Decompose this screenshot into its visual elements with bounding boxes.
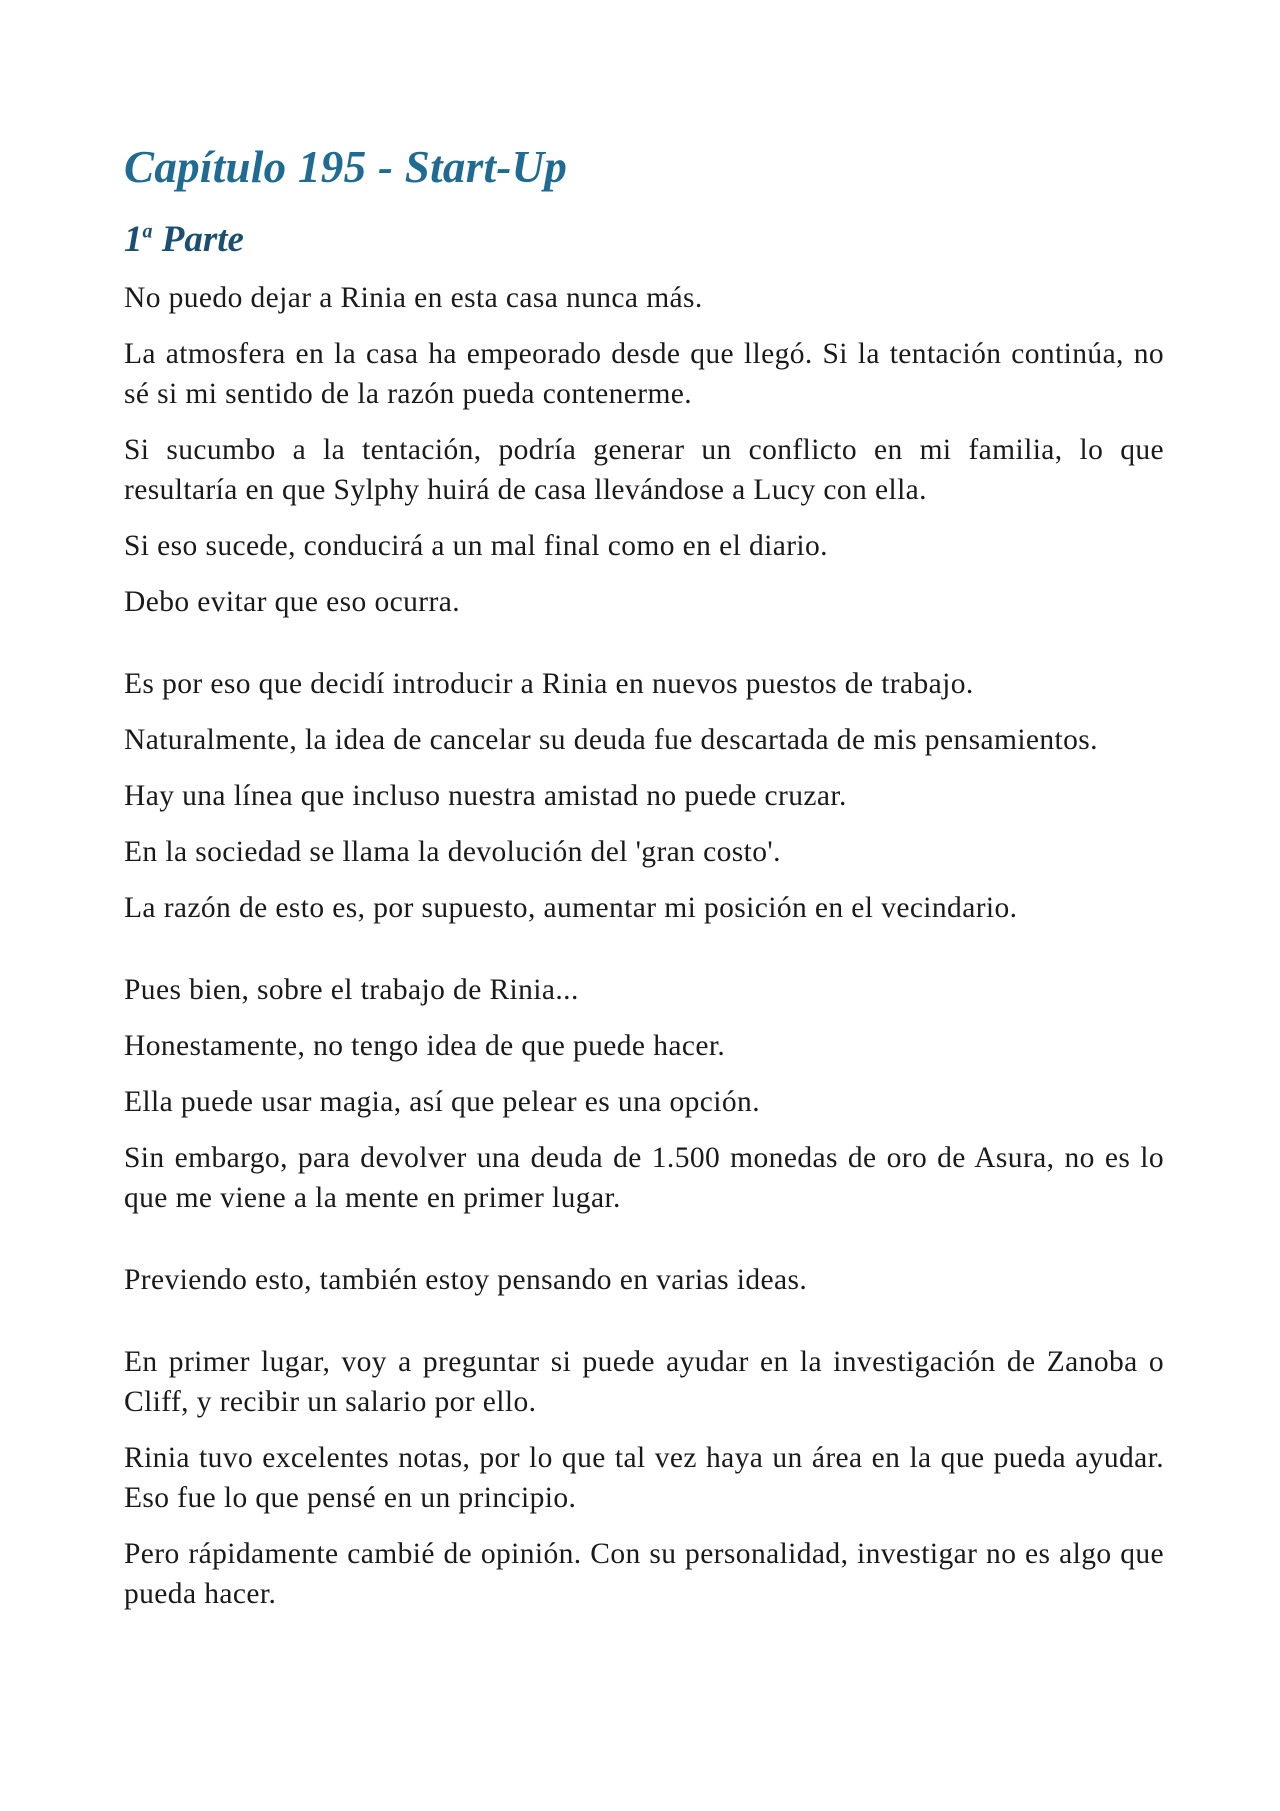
section-title (124, 218, 1164, 262)
paragraph: Si sucumbo a la tentación, podría generar un conflicto en mi familia, lo que resultaría en que Sylphy huirá de casa llevándose a Lucy con ella. (124, 434, 1164, 507)
paragraph: No puedo dejar a Rinia en esta casa nunca más. (124, 282, 703, 315)
paragraph: Debo evitar que eso ocurra. (124, 586, 460, 619)
paragraph: Ella puede usar magia, así que pelear es una opción. (124, 1086, 760, 1119)
paragraph: Pero rápidamente cambié de opinión. Con su personalidad, investigar no es algo que pueda hacer. (124, 1538, 1164, 1611)
section-word: Parte (161, 219, 244, 260)
paragraph: La atmosfera en la casa ha empeorado desde que llegó. Si la tentación continúa, no sé si mi sentido de la razón pueda contenerme. (124, 338, 1164, 411)
paragraph: Hay una línea que incluso nuestra amistad no puede cruzar. (124, 780, 847, 813)
paragraph: La razón de esto es, por supuesto, aumentar mi posición en el vecindario. (124, 892, 1018, 925)
paragraph: Sin embargo, para devolver una deuda de 1.500 monedas de oro de Asura, no es lo que me viene a la mente en primer lugar. (124, 1142, 1164, 1215)
chapter-title: Capítulo 195 - Start-Up (124, 142, 568, 192)
section-number: 1 (124, 219, 143, 260)
paragraph: En la sociedad se llama la devolución del 'gran costo'. (124, 836, 781, 869)
document-page (124, 140, 1164, 1630)
paragraph: Naturalmente, la idea de cancelar su deuda fue descartada de mis pensamientos. (124, 724, 1098, 757)
section-ordinal-superscript: a (142, 220, 153, 243)
paragraph: Previendo esto, también estoy pensando en varias ideas. (124, 1264, 808, 1297)
paragraph: Honestamente, no tengo idea de que puede hacer. (124, 1030, 726, 1063)
paragraph: Rinia tuvo excelentes notas, por lo que tal vez haya un área en la que pueda ayudar. Eso fue lo que pensé en un principio. (124, 1442, 1164, 1515)
paragraph: Es por eso que decidí introducir a Rinia en nuevos puestos de trabajo. (124, 668, 974, 701)
paragraph: Si eso sucede, conducirá a un mal final como en el diario. (124, 530, 828, 563)
paragraph: En primer lugar, voy a preguntar si puede ayudar en la investigación de Zanoba o Cliff, y recibir un salario por ello. (124, 1346, 1164, 1419)
paragraph: Pues bien, sobre el trabajo de Rinia... (124, 974, 579, 1007)
